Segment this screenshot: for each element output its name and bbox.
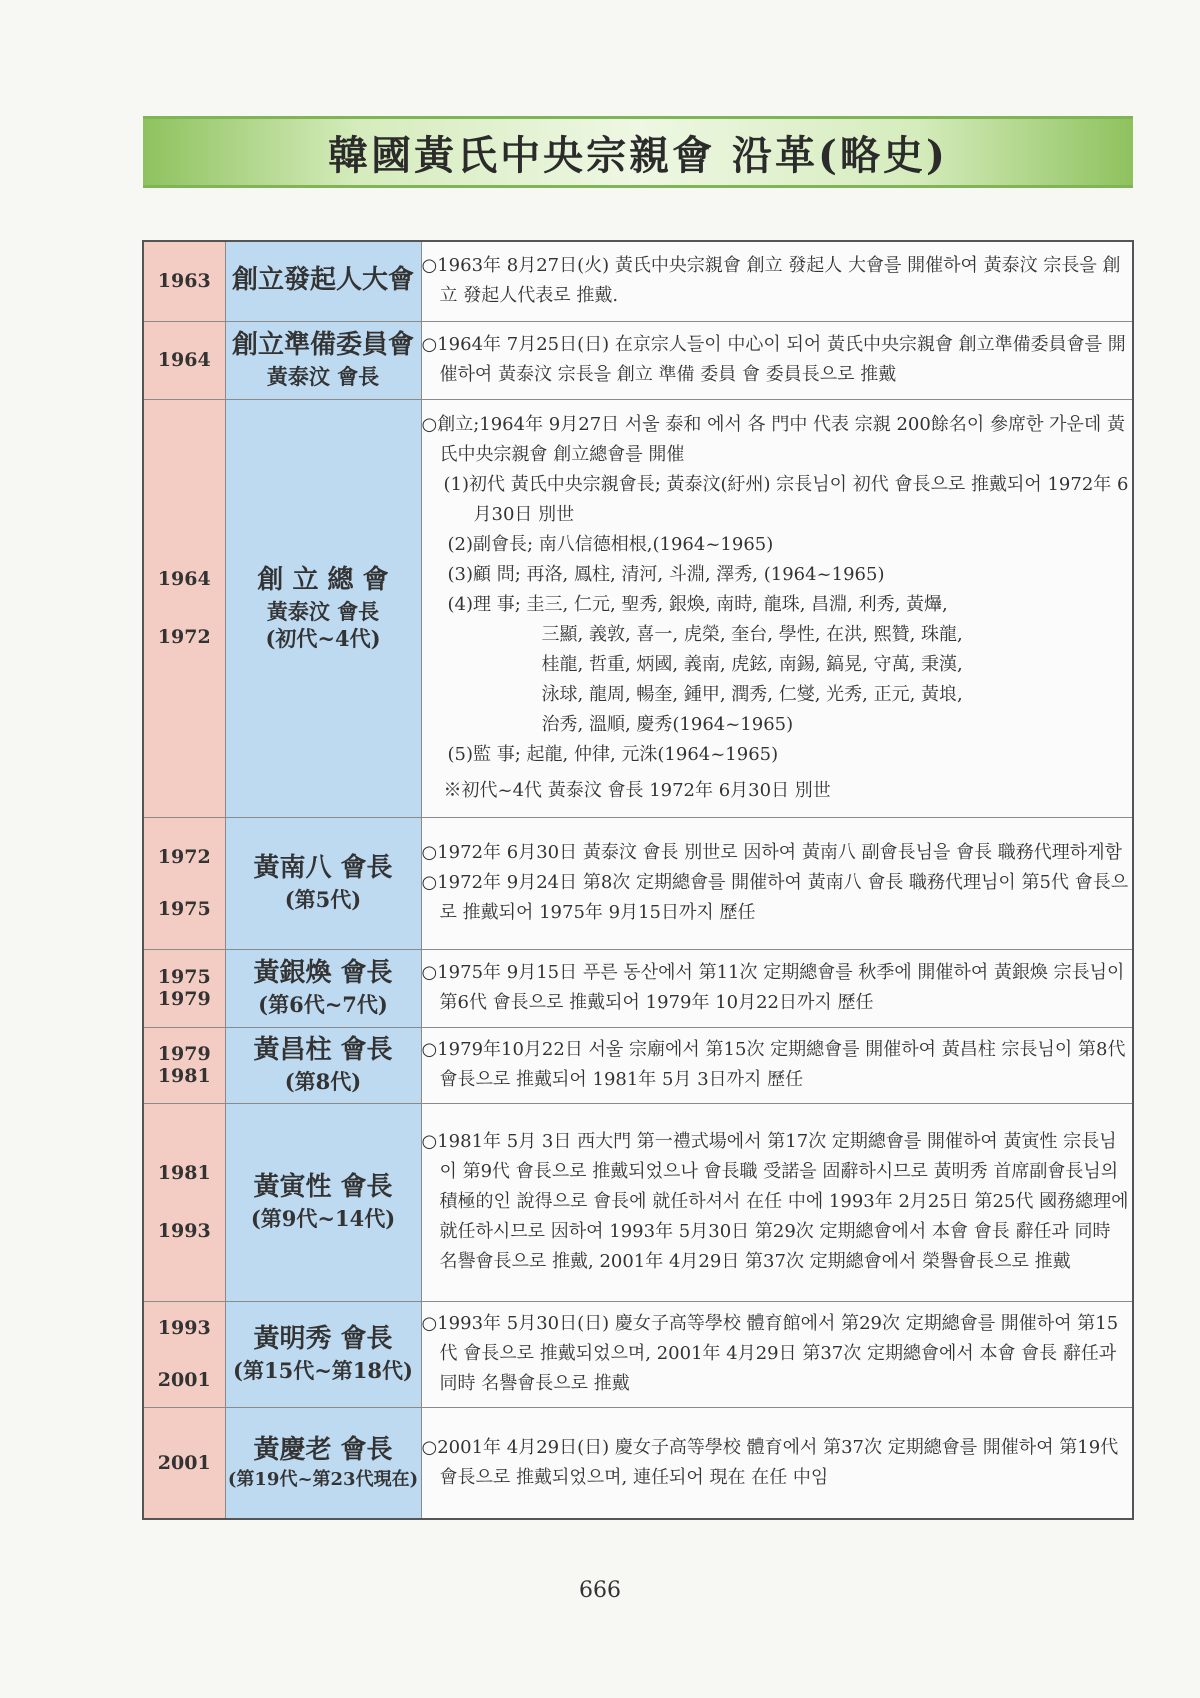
desc-note: ※初代~4代 黃泰汶 會長 1972年 6月30日 別世 xyxy=(443,780,831,801)
name-label: 創立發起人大會 xyxy=(231,265,414,296)
name-label: 創 立 總 會 xyxy=(257,564,389,595)
name-label: 黃南八 會長 xyxy=(253,853,393,884)
desc-item: (1)初代 黃氏中央宗親會長; 黃泰汶(紆州) 宗長님이 初代 會長으로 推戴되어 1972年 6月30日 別世 xyxy=(443,474,1129,525)
desc-cell xyxy=(421,399,1133,817)
desc-cell xyxy=(421,1301,1133,1407)
page-number: 666 xyxy=(579,1578,621,1603)
year-label: 1993 xyxy=(157,1317,211,1339)
year-cell xyxy=(143,949,225,1027)
desc-item-cont: 桂龍, 哲重, 炳國, 義南, 虎鉉, 南錫, 鎬晃, 守萬, 秉漢, xyxy=(541,654,963,675)
year-label: 1981 xyxy=(157,1162,211,1184)
desc-text: ○1981年 5月 3日 西大門 第一禮式場에서 第17次 定期總會를 開催하여 黃寅性 宗長님이 第9代 會長으로 推戴되었으나 會長職 受諾을 固辭하시므로 黃明秀 首席副會長님의 積極的인 說得으로 會長에 就任하셔서 在任 中에 1993年 2月25日 第25代 國務總理에 就任하시므로 因하여 1993年 5月30日 第29次 定期總會에서 本會 會長 辭任과 同時 名譽會長으로 推戴, 2001年 4月29日 第37次 定期總會에서 榮譽會長으로 推戴 xyxy=(421,1131,1129,1272)
table-row xyxy=(143,949,1133,1027)
year-label: 1964 xyxy=(157,349,211,371)
name-cell xyxy=(225,817,421,949)
desc-text: ○1975年 9月15日 푸른 동산에서 第11次 定期總會를 秋季에 開催하여 黃銀煥 宗長님이 第6代 會長으로 推戴되어 1979年 10月22日까지 歷任 xyxy=(421,962,1125,1013)
name-sublabel: 黃泰汶 會長 xyxy=(266,364,380,390)
desc-item-cont: 泳球, 龍周, 暢奎, 鍾甲, 潤秀, 仁燮, 光秀, 正元, 黃埌, xyxy=(541,684,963,705)
table-row xyxy=(143,817,1133,949)
year-cell xyxy=(143,399,225,817)
table-row xyxy=(143,241,1133,321)
name-label: 黃昌柱 會長 xyxy=(253,1035,393,1066)
name-cell xyxy=(225,1301,421,1407)
year-label: 2001 xyxy=(157,1369,211,1391)
desc-cell xyxy=(421,1407,1133,1519)
year-label: 1975 xyxy=(157,898,211,920)
year-label: 1972 xyxy=(157,626,211,648)
desc-item-cont: 三顯, 義敦, 喜一, 虎榮, 奎台, 學性, 在洪, 熙贊, 珠龍, xyxy=(541,624,963,645)
name-cell xyxy=(225,241,421,321)
desc-item: (2)副會長; 南八信德相根,(1964~1965) xyxy=(447,534,774,555)
year-label: 1963 xyxy=(157,270,211,293)
table-row xyxy=(143,321,1133,399)
name-sublabel: (第9代~14代) xyxy=(250,1206,396,1232)
year-cell xyxy=(143,1407,225,1519)
year-label: 1972 xyxy=(157,846,211,868)
name-sublabel: (第8代) xyxy=(284,1069,362,1095)
name-label: 黃明秀 會長 xyxy=(253,1324,393,1355)
name-label: 黃寅性 會長 xyxy=(253,1172,393,1203)
year-label: 2001 xyxy=(157,1451,211,1474)
name-sublabel: (第6代~7代) xyxy=(258,992,388,1018)
desc-cell xyxy=(421,949,1133,1027)
year-label: 1993 xyxy=(157,1220,211,1242)
table-row xyxy=(143,399,1133,817)
table-row xyxy=(143,1301,1133,1407)
table-row xyxy=(143,1407,1133,1519)
name-cell xyxy=(225,1027,421,1103)
year-cell xyxy=(143,1027,225,1103)
title-band xyxy=(143,116,1133,188)
name-label: 黃銀煥 會長 xyxy=(253,958,393,989)
desc-text: ○1993年 5月30日(日) 慶女子高等學校 體育館에서 第29次 定期總會를 開催하여 第15代 會長으로 推戴되었으며, 2001年 4月29日 第37次 定期總會에서 本會 會長 辭任과 同時 名譽會長으로 推戴 xyxy=(421,1313,1119,1394)
page-title: 韓國黃氏中央宗親會 沿革(略史) xyxy=(328,131,948,179)
year-label: 1979 xyxy=(157,1043,211,1065)
desc-cell xyxy=(421,321,1133,399)
desc-cell xyxy=(421,1103,1133,1301)
name-label: 黃慶老 會長 xyxy=(253,1435,393,1466)
name-sublabel: (第19代~第23代現在) xyxy=(227,1468,419,1490)
desc-item-cont: 治秀, 溫順, 慶秀(1964~1965) xyxy=(541,714,794,735)
name-sublabel: (第5代) xyxy=(284,887,362,913)
year-label: 1979 xyxy=(157,988,211,1010)
desc-item: (4)理 事; 圭三, 仁元, 聖秀, 銀煥, 南時, 龍珠, 昌淵, 利秀, 黃爗, xyxy=(447,594,948,615)
desc-text: ○1964年 7月25日(日) 在京宗人들이 中心이 되어 黃氏中央宗親會 創立準備委員會를 開催하여 黃泰汶 宗長을 創立 準備 委員 會 委員長으로 推戴 xyxy=(421,334,1126,385)
name-label: 創立準備委員會 xyxy=(231,330,414,361)
desc-text: ○1972年 6月30日 黃泰汶 會長 別世로 因하여 黃南八 副會長님을 會長 職務代理하게함 xyxy=(421,842,1122,863)
name-cell xyxy=(225,321,421,399)
desc-text: ○1972年 9月24日 第8次 定期總會를 開催하여 黃南八 會長 職務代理님이 第5代 會長으로 推戴되어 1975年 9月15日까지 歷任 xyxy=(421,872,1129,923)
desc-text: ○1963年 8月27日(火) 黃氏中央宗親會 創立 發起人 大會를 開催하여 黃泰汶 宗長을 創立 發起人代表로 推戴. xyxy=(421,255,1121,307)
name-sublabel: (初代~4代) xyxy=(265,625,381,651)
year-cell xyxy=(143,321,225,399)
name-cell xyxy=(225,1407,421,1519)
history-table xyxy=(142,240,1134,1520)
name-sublabel: (第15代~第18代) xyxy=(233,1358,413,1384)
desc-item: (5)監 事; 起龍, 仲律, 元洙(1964~1965) xyxy=(447,744,779,765)
desc-cell xyxy=(421,817,1133,949)
name-cell xyxy=(225,399,421,817)
table-row xyxy=(143,1027,1133,1103)
year-label: 1981 xyxy=(157,1065,211,1087)
year-cell xyxy=(143,241,225,321)
year-label: 1964 xyxy=(157,568,211,590)
table-row xyxy=(143,1103,1133,1301)
desc-item: (3)顧 問; 再洛, 鳳柱, 清河, 斗淵, 澤秀, (1964~1965) xyxy=(447,564,885,585)
desc-text: ○創立;1964年 9月27日 서울 泰和 에서 各 門中 代表 宗親 200餘名이 參席한 가운데 黃氏中央宗親會 創立總會를 開催 xyxy=(421,414,1125,465)
desc-cell xyxy=(421,1027,1133,1103)
desc-text: ○2001年 4月29日(日) 慶女子高等學校 體育에서 第37次 定期總會를 開催하여 第19代 會長으로 推戴되었으며, 連任되어 現在 在任 中임 xyxy=(421,1436,1119,1488)
name-cell xyxy=(225,1103,421,1301)
year-cell xyxy=(143,1103,225,1301)
year-cell xyxy=(143,1301,225,1407)
desc-text: ○1979年10月22日 서울 宗廟에서 第15次 定期總會를 開催하여 黃昌柱 宗長님이 第8代 會長으로 推戴되어 1981年 5月 3日까지 歷任 xyxy=(421,1039,1126,1090)
year-label: 1975 xyxy=(157,966,211,988)
name-cell xyxy=(225,949,421,1027)
desc-cell xyxy=(421,241,1133,321)
year-cell xyxy=(143,817,225,949)
name-sublabel: 黃泰汶 會長 xyxy=(266,598,380,624)
